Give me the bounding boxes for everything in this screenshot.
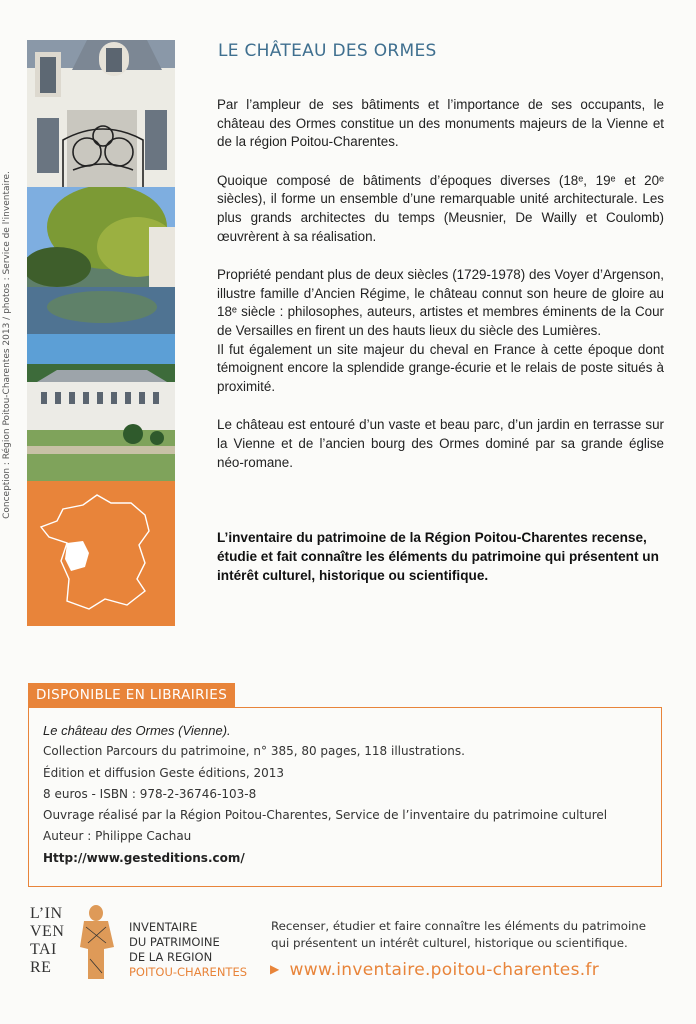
inventory-statement: L’inventaire du patrimoine de la Région Poitou-Charentes recense, étudie et fait connaître les éléments du patrimoine qui présentent un intérêt culturel, historique ou scientifique. — [217, 530, 659, 583]
photo-river-trees — [27, 187, 175, 334]
inventaire-logo — [28, 905, 128, 985]
photo-chateau-garden — [27, 334, 175, 481]
logo-word: VEN — [30, 923, 65, 940]
organization-name: INVENTAIRE DU PATRIMOINE DE LA REGION POITOU-CHARENTES — [129, 920, 248, 979]
publisher-website-link[interactable]: Http://www.gesteditions.com/ — [43, 850, 245, 865]
logo-word: L’IN — [30, 905, 63, 922]
inventaire-website-link[interactable] — [270, 960, 599, 980]
triangle-right-icon: ▶ — [270, 962, 280, 976]
book-edition: Édition et diffusion Geste éditions, 2013 — [43, 765, 284, 780]
statue-icon — [74, 903, 122, 983]
paragraph: Par l’ampleur de ses bâtiments et l’importance de ses occupants, le château des Ormes constitue un des monuments majeurs de la Vienne et de la région Poitou-Charentes. — [217, 97, 664, 150]
book-collection: Collection Parcours du patrimoine, n° 385, 80 pages, 118 illustrations. — [43, 744, 465, 759]
photo-strip — [27, 40, 175, 626]
photo-chateau-facade — [27, 40, 175, 187]
book-title: Le château des Ormes (Vienne). — [43, 723, 231, 738]
page-title: LE CHÂTEAU DES ORMES — [218, 41, 437, 61]
footer-tagline: Recenser, étudier et faire connaître les éléments du patrimoine qui présentent un intérêt culturel, historique ou scientifique. — [271, 919, 647, 950]
paragraph: Le château est entouré d’un vaste et beau parc, d’un jardin en terrasse sur la Vienne et de l’ancien bourg des Ormes dominé par sa grande église néo-romane. — [217, 417, 664, 470]
book-produced-by: Ouvrage réalisé par la Région Poitou-Charentes, Service de l’inventaire du patrimoine culturel — [43, 808, 608, 823]
book-price-isbn: 8 euros - ISBN : 978-2-36746-103-8 — [43, 786, 257, 801]
article-body — [217, 96, 664, 492]
website-url[interactable]: www.inventaire.poitou-charentes.fr — [289, 960, 599, 980]
logo-word: TAI — [30, 941, 57, 958]
photo-credits: Conception : Région Poitou-Charentes 2013 / photos : Service de l'inventaire. — [2, 171, 12, 519]
paragraph: Il fut également un site majeur du cheval en France à cette époque dont témoignent encore la splendide grange-écurie et le relais de poste situés à proximité. — [217, 341, 664, 394]
book-author: Auteur : Philippe Cachau — [43, 829, 192, 844]
logo-word: RE — [30, 959, 52, 976]
availability-header: DISPONIBLE EN LIBRAIRIES — [28, 683, 235, 707]
paragraph: Quoique composé de bâtiments d’époques diverses (18ᵉ, 19ᵉ et 20ᵉ siècles), il forme un ensemble d’une remarquable unité architecturale. Les plus grands architectes du temps (Meusnier, De Wailly et Coulomb) œuvrèrent à sa réalisation. — [217, 172, 664, 244]
paragraph: Propriété pendant plus de deux siècles (1729-1978) des Voyer d’Argenson, illustre famille d’Ancien Régime, le château connut son heure de gloire au 18ᵉ siècle : philosophes, auteurs, artistes et membres éminents de la Cour de Versailles en firent un des hauts lieux du siècle des Lumières. — [217, 267, 664, 338]
map-france-poitou-charentes — [27, 481, 175, 626]
availability-box — [28, 707, 662, 887]
